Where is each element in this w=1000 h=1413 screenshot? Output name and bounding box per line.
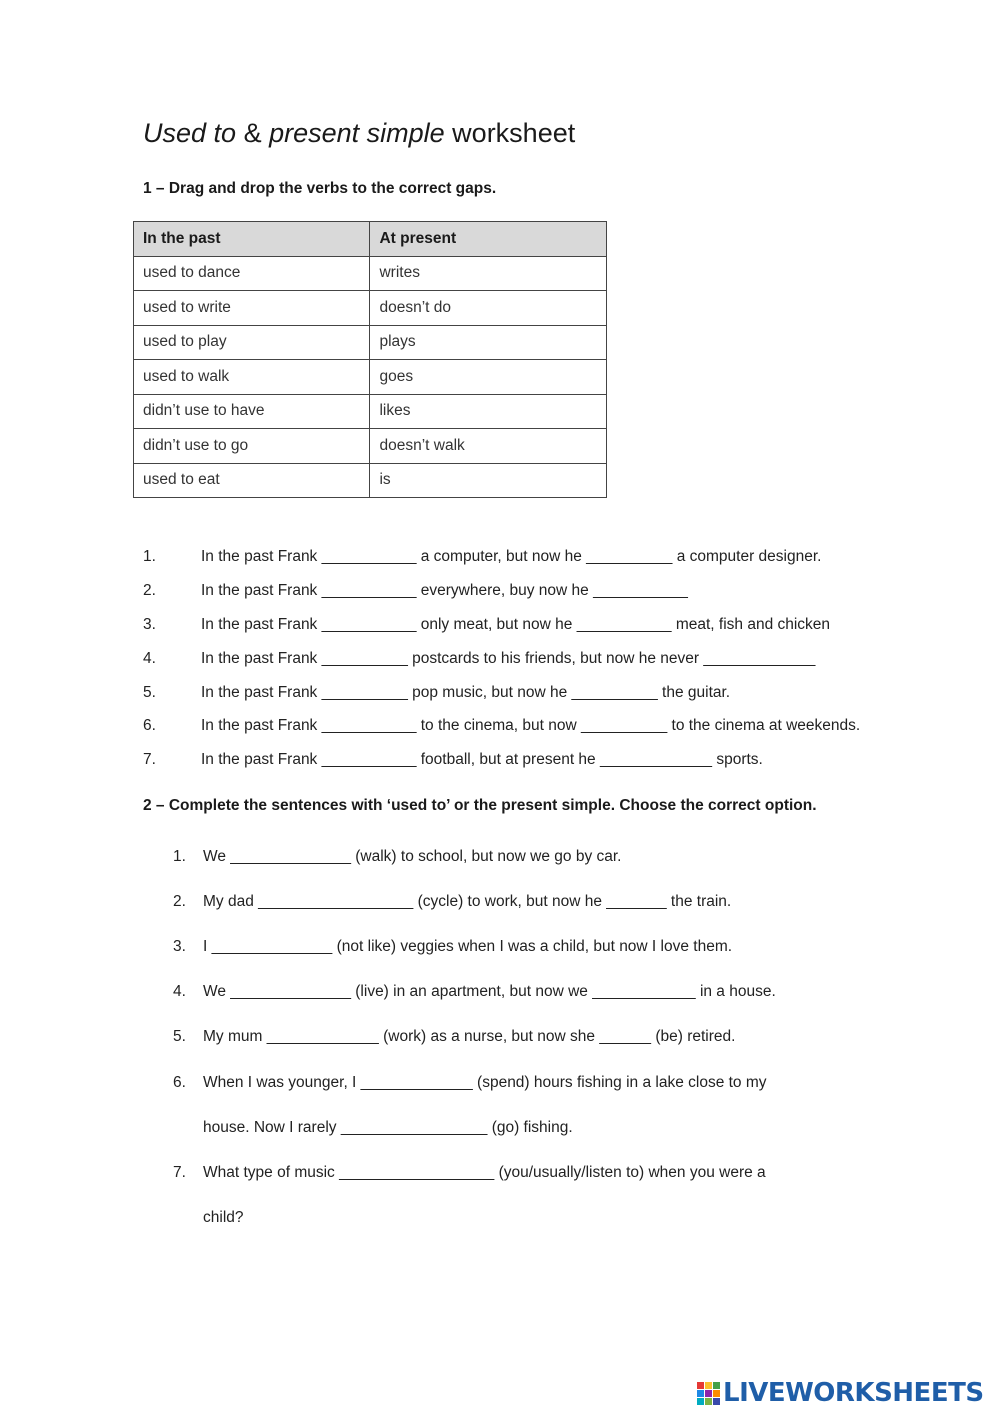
list-item [173, 1015, 933, 1060]
list-item [143, 642, 943, 676]
cell-at-present[interactable]: goes [370, 360, 607, 395]
item-number: 2. [143, 581, 156, 599]
sentence-text[interactable]: When I was younger, I _____________ (spend) hours fishing in a lake close to my [203, 1073, 767, 1091]
logo-square [697, 1398, 704, 1405]
list-item [143, 608, 943, 642]
exercise-1-sentences [143, 540, 943, 777]
logo-grid-icon [697, 1382, 720, 1405]
item-number: 3. [173, 937, 186, 955]
verbs-table [133, 221, 607, 498]
logo-square [713, 1382, 720, 1389]
cell-at-present[interactable]: plays [370, 325, 607, 360]
list-item [143, 574, 943, 608]
sentence-text[interactable]: In the past Frank ___________ everywhere, buy now he ___________ [201, 581, 688, 599]
sentence-text-continued[interactable]: child? [203, 1209, 244, 1227]
sentence-text[interactable]: My dad __________________ (cycle) to work, but now he _______ the train. [203, 892, 732, 910]
item-number: 4. [173, 983, 186, 1001]
cell-in-the-past[interactable]: used to dance [134, 256, 370, 291]
logo-square [713, 1398, 720, 1405]
sentence-text[interactable]: In the past Frank ___________ a computer, but now he __________ a computer designer. [201, 547, 822, 565]
cell-in-the-past[interactable]: used to eat [134, 463, 370, 498]
item-number: 5. [143, 683, 156, 701]
sentence-text[interactable]: What type of music __________________ (you/usually/listen to) when you were a [203, 1163, 766, 1181]
table-row [134, 256, 607, 291]
cell-in-the-past[interactable]: used to play [134, 325, 370, 360]
list-item-continuation [173, 1196, 933, 1241]
list-item-continuation [173, 1105, 933, 1150]
sentence-text[interactable]: In the past Frank ___________ only meat, but now he ___________ meat, fish and chicken [201, 615, 831, 633]
sentence-text[interactable]: My mum _____________ (work) as a nurse, but now she ______ (be) retired. [203, 1028, 736, 1046]
cell-at-present[interactable]: writes [370, 256, 607, 291]
item-number: 5. [173, 1028, 186, 1046]
header-at-present: At present [370, 222, 607, 257]
list-item [143, 540, 943, 574]
cell-at-present[interactable]: doesn’t walk [370, 429, 607, 464]
section-1-heading: 1 – Drag and drop the verbs to the correct gaps. [143, 180, 497, 197]
sentence-text[interactable]: In the past Frank __________ pop music, but now he __________ the guitar. [201, 683, 731, 701]
item-number: 1. [173, 847, 186, 865]
list-item [173, 1060, 933, 1105]
sentence-text[interactable]: We ______________ (walk) to school, but now we go by car. [203, 847, 622, 865]
item-number: 6. [143, 717, 156, 735]
sentence-text[interactable]: In the past Frank __________ postcards to his friends, but now he never _____________ [201, 649, 816, 667]
sentence-text[interactable]: In the past Frank ___________ football, but at present he _____________ sports. [201, 751, 763, 769]
logo-square [697, 1382, 704, 1389]
title-present-simple: present simple [269, 118, 445, 148]
cell-at-present[interactable]: is [370, 463, 607, 498]
logo-square [705, 1398, 712, 1405]
table-row [134, 394, 607, 429]
table-row [134, 360, 607, 395]
item-number: 4. [143, 649, 156, 667]
item-number: 3. [143, 615, 156, 633]
cell-at-present[interactable]: doesn’t do [370, 291, 607, 326]
title-used-to: Used to [143, 118, 237, 148]
title-worksheet: worksheet [444, 118, 576, 148]
cell-in-the-past[interactable]: didn’t use to have [134, 394, 370, 429]
exercise-2-sentences [173, 834, 933, 1241]
cell-at-present[interactable]: likes [370, 394, 607, 429]
liveworksheets-logo [697, 1378, 984, 1408]
logo-text: LIVEWORKSHEETS [723, 1378, 984, 1408]
cell-in-the-past[interactable]: used to write [134, 291, 370, 326]
logo-square [705, 1390, 712, 1397]
item-number: 2. [173, 892, 186, 910]
list-item [173, 879, 933, 924]
sentence-text[interactable]: In the past Frank ___________ to the cinema, but now __________ to the cinema at weekends. [201, 717, 861, 735]
worksheet-title [143, 118, 575, 149]
list-item [143, 676, 943, 710]
table-row [134, 463, 607, 498]
header-in-the-past: In the past [134, 222, 370, 257]
item-number: 7. [173, 1163, 186, 1181]
list-item [173, 924, 933, 969]
item-number: 1. [143, 547, 156, 565]
list-item [173, 834, 933, 879]
table-row [134, 325, 607, 360]
list-item [173, 970, 933, 1015]
sentence-text-continued[interactable]: house. Now I rarely _________________ (go) fishing. [203, 1118, 573, 1136]
sentence-text[interactable]: We ______________ (live) in an apartment, but now we ____________ in a house. [203, 983, 776, 1001]
list-item [173, 1150, 933, 1195]
sentence-text[interactable]: I ______________ (not like) veggies when I was a child, but now I love them. [203, 937, 733, 955]
item-number: 7. [143, 751, 156, 769]
list-item [143, 709, 943, 743]
section-2-heading: 2 – Complete the sentences with ‘used to’ or the present simple. Choose the correct option. [143, 797, 817, 814]
table-row [134, 429, 607, 464]
list-item [143, 743, 943, 777]
table-header-row [134, 222, 607, 257]
logo-square [697, 1390, 704, 1397]
title-amp: & [236, 118, 270, 148]
cell-in-the-past[interactable]: used to walk [134, 360, 370, 395]
item-number: 6. [173, 1073, 186, 1091]
table-row [134, 291, 607, 326]
logo-square [705, 1382, 712, 1389]
cell-in-the-past[interactable]: didn’t use to go [134, 429, 370, 464]
logo-square [713, 1390, 720, 1397]
